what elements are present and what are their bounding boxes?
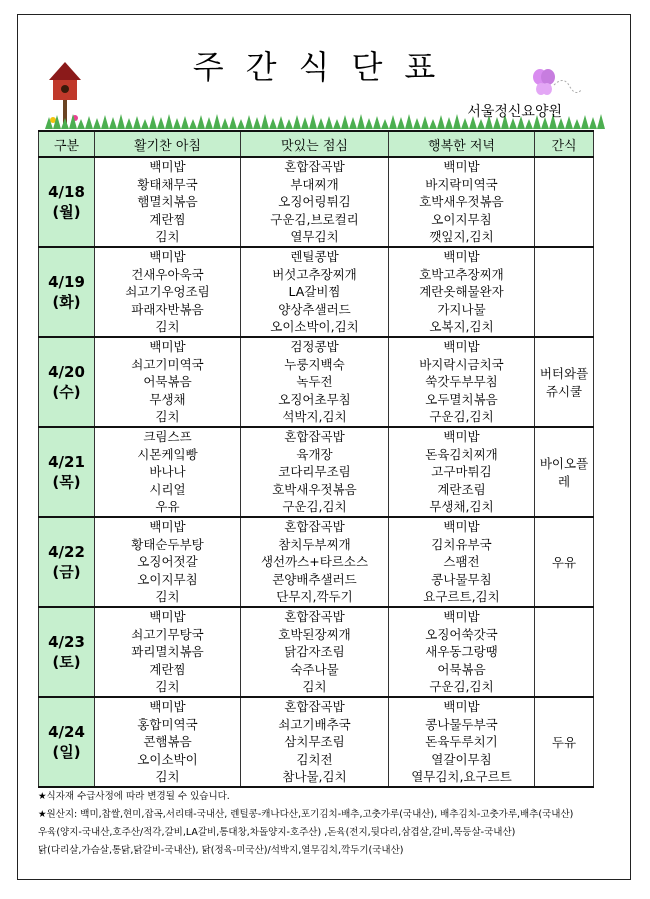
day-weekday: (화): [52, 293, 81, 311]
day-date: 4/20: [48, 363, 85, 381]
lunch-item: 참나물,김치: [282, 769, 347, 785]
breakfast-item: 쇠고기미역국: [131, 356, 204, 372]
institution-name: 서울정신요양원: [467, 104, 562, 120]
breakfast-item: 홍합미역국: [137, 716, 198, 732]
breakfast-item: 오징어젓갈: [137, 554, 198, 570]
breakfast-cell: [95, 337, 241, 427]
breakfast-item: 무생채: [149, 391, 186, 407]
dinner-item: 김치유부국: [431, 536, 492, 552]
dinner-item: 오복지,김치: [429, 319, 494, 335]
lunch-item: 쇠고기배추국: [278, 716, 351, 732]
dinner-cell: [389, 157, 535, 247]
breakfast-item: 김치: [155, 589, 180, 605]
column-header-category: 구분: [39, 131, 95, 157]
lunch-item: 김치: [302, 679, 327, 695]
snack-cell: 두유: [535, 697, 594, 787]
day-cell: [39, 607, 95, 697]
day-date: 4/19: [48, 273, 85, 291]
dinner-item: 쑥갓두부무침: [425, 374, 498, 390]
dinner-item: 열갈이무침: [431, 751, 492, 767]
dinner-cell: [389, 337, 535, 427]
day-weekday: (금): [52, 563, 81, 581]
dinner-item: 요구르트,김치: [423, 589, 500, 605]
dinner-item: 돈육김치찌개: [425, 446, 498, 462]
breakfast-cell: [95, 517, 241, 607]
weekly-menu-table: [38, 130, 594, 788]
dinner-item: 어묵볶음: [437, 661, 486, 677]
table-row: [39, 247, 594, 337]
breakfast-item: 어묵볶음: [143, 374, 192, 390]
note-line: 닭(다리살,가슴살,통닭,닭갈비-국내산), 닭(정육-미국산)/석박지,열무김치,깍두기(국내산): [38, 845, 404, 856]
breakfast-item: 쇠고기무탕국: [131, 626, 204, 642]
lunch-item: 단무지,깍두기: [276, 589, 353, 605]
dinner-item: 호박새우젓볶음: [419, 194, 504, 210]
dinner-item: 돈육두루치기: [425, 734, 498, 750]
day-weekday: (월): [52, 203, 81, 221]
lunch-cell: [241, 247, 389, 337]
lunch-item: 오이소박이,김치: [270, 319, 359, 335]
table-row: [39, 157, 594, 247]
breakfast-item: 계란찜: [149, 211, 186, 227]
breakfast-item: 크림스프: [143, 429, 192, 445]
note-line: ★원산지: 백미,찹쌀,현미,잡곡,서리태-국내산, 렌틸콩-캐나다산,포기김치-배추,고춧가루(국내산), 배추김치-고춧가루,배추(국내산): [38, 809, 574, 820]
breakfast-item: 파래자반볶음: [131, 301, 204, 317]
dinner-item: 오두멸치볶음: [425, 391, 498, 407]
day-weekday: (목): [52, 473, 81, 491]
dinner-item: 백미밥: [443, 519, 480, 535]
lunch-item: 혼합잡곡밥: [284, 699, 345, 715]
column-header-dinner: 행복한 저녁: [389, 131, 535, 157]
breakfast-item: 꽈리멸치볶음: [131, 644, 204, 660]
dinner-item: 백미밥: [443, 249, 480, 265]
lunch-item: 검정콩밥: [290, 339, 339, 355]
lunch-cell: [241, 697, 389, 787]
lunch-cell: [241, 607, 389, 697]
dinner-item: 계란옷해물완자: [419, 284, 504, 300]
day-date: 4/23: [48, 633, 85, 651]
day-cell: [39, 697, 95, 787]
dinner-item: 백미밥: [443, 699, 480, 715]
breakfast-cell: [95, 607, 241, 697]
breakfast-item: 쇠고기우엉조림: [125, 284, 210, 300]
dinner-item: 구운김,김치: [429, 679, 494, 695]
day-weekday: (토): [52, 653, 81, 671]
dinner-cell: [389, 517, 535, 607]
breakfast-item: 김치: [155, 769, 180, 785]
lunch-item: LA갈비찜: [288, 284, 341, 300]
notes-section: [38, 788, 593, 860]
breakfast-item: 백미밥: [149, 159, 186, 175]
breakfast-item: 김치: [155, 409, 180, 425]
dinner-item: 깻잎지,김치: [429, 229, 494, 245]
breakfast-item: 오이지무침: [137, 571, 198, 587]
menu-body: [39, 157, 594, 787]
breakfast-item: 건새우아욱국: [131, 266, 204, 282]
breakfast-item: 백미밥: [149, 609, 186, 625]
breakfast-item: 콘햄볶음: [143, 734, 192, 750]
table-header-row: [39, 131, 594, 157]
dinner-item: 무생채,김치: [429, 499, 494, 515]
snack-cell: 바이오플레: [535, 427, 594, 517]
breakfast-item: 황태채무국: [137, 176, 198, 192]
breakfast-item: 김치: [155, 229, 180, 245]
breakfast-item: 시몬케잌빵: [137, 446, 198, 462]
breakfast-item: 백미밥: [149, 699, 186, 715]
breakfast-item: 계란찜: [149, 661, 186, 677]
snack-cell: 우유: [535, 517, 594, 607]
dinner-item: 백미밥: [443, 159, 480, 175]
lunch-cell: [241, 337, 389, 427]
breakfast-item: 백미밥: [149, 339, 186, 355]
dinner-item: 호박고추장찌개: [419, 266, 504, 282]
breakfast-item: 백미밥: [149, 519, 186, 535]
dinner-item: 콩나물무침: [431, 571, 492, 587]
lunch-item: 혼합잡곡밥: [284, 159, 345, 175]
lunch-item: 혼합잡곡밥: [284, 609, 345, 625]
table-row: [39, 697, 594, 787]
lunch-cell: [241, 517, 389, 607]
day-cell: [39, 427, 95, 517]
lunch-cell: [241, 427, 389, 517]
breakfast-item: 오이소박이: [137, 751, 198, 767]
dinner-item: 바지락시금치국: [419, 356, 504, 372]
breakfast-item: 김치: [155, 319, 180, 335]
dinner-item: 오이지무침: [431, 211, 492, 227]
day-date: 4/21: [48, 453, 85, 471]
breakfast-item: 우유: [155, 499, 180, 515]
note-line: ★식자재 수급사정에 따라 변경될 수 있습니다.: [38, 791, 230, 802]
lunch-cell: [241, 157, 389, 247]
lunch-item: 누룽지백숙: [284, 356, 345, 372]
lunch-item: 녹두전: [296, 374, 333, 390]
dinner-cell: [389, 697, 535, 787]
table-row: [39, 517, 594, 607]
lunch-item: 구운김,브로컬리: [270, 211, 359, 227]
dinner-item: 가지나물: [437, 301, 486, 317]
snack-cell: [535, 247, 594, 337]
note-line: 우육(양지-국내산,호주산/적각,갈비,LA갈비,통대창,차돌양지-호주산) ,돈육(전지,뒷다리,삼겹살,갈비,목등살-국내산): [38, 827, 516, 838]
breakfast-item: 햄멸치볶음: [137, 194, 198, 210]
dinner-item: 백미밥: [443, 609, 480, 625]
day-cell: [39, 157, 95, 247]
column-header-snack: 간식: [535, 131, 594, 157]
dinner-item: 백미밥: [443, 339, 480, 355]
breakfast-item: 바나나: [149, 464, 186, 480]
lunch-item: 닭감자조림: [284, 644, 345, 660]
snack-cell: 버터와플 쥬시쿨: [535, 337, 594, 427]
table-row: [39, 337, 594, 427]
lunch-item: 오징어초무침: [278, 391, 351, 407]
dinner-cell: [389, 427, 535, 517]
lunch-item: 양상추샐러드: [278, 301, 351, 317]
dinner-cell: [389, 247, 535, 337]
dinner-item: 새우동그랑땡: [425, 644, 498, 660]
lunch-item: 혼합잡곡밥: [284, 429, 345, 445]
lunch-item: 오징어링튀김: [278, 194, 351, 210]
dinner-item: 백미밥: [443, 429, 480, 445]
breakfast-cell: [95, 697, 241, 787]
lunch-item: 삼치무조림: [284, 734, 345, 750]
page-title: 주간식단표: [192, 48, 458, 86]
breakfast-item: 시리얼: [149, 481, 186, 497]
breakfast-item: 김치: [155, 679, 180, 695]
lunch-item: 육개장: [296, 446, 333, 462]
dinner-item: 계란조림: [437, 481, 486, 497]
dinner-item: 오징어쑥갓국: [425, 626, 498, 642]
day-date: 4/24: [48, 723, 85, 741]
day-cell: [39, 337, 95, 427]
lunch-item: 호박된장찌개: [278, 626, 351, 642]
breakfast-cell: [95, 157, 241, 247]
column-header-lunch: 맛있는 점심: [241, 131, 389, 157]
breakfast-item: 황태순두부탕: [131, 536, 204, 552]
dinner-item: 고구마튀김: [431, 464, 492, 480]
lunch-item: 콘양배추샐러드: [272, 571, 357, 587]
day-weekday: (수): [52, 383, 81, 401]
day-date: 4/22: [48, 543, 85, 561]
day-cell: [39, 517, 95, 607]
snack-cell: [535, 157, 594, 247]
dinner-item: 바지락미역국: [425, 176, 498, 192]
lunch-item: 열무김치: [290, 229, 339, 245]
dinner-cell: [389, 607, 535, 697]
breakfast-item: 백미밥: [149, 249, 186, 265]
table-row: [39, 427, 594, 517]
day-date: 4/18: [48, 183, 85, 201]
lunch-item: 김치전: [296, 751, 333, 767]
dinner-item: 스팸전: [443, 554, 480, 570]
dinner-item: 열무김치,요구르트: [411, 769, 512, 785]
breakfast-cell: [95, 427, 241, 517]
lunch-item: 석박지,김치: [282, 409, 347, 425]
column-header-breakfast: 활기찬 아침: [95, 131, 241, 157]
dinner-item: 구운김,김치: [429, 409, 494, 425]
lunch-item: 부대찌개: [290, 176, 339, 192]
lunch-item: 생선까스+타르소스: [260, 554, 369, 570]
breakfast-cell: [95, 247, 241, 337]
lunch-item: 호박새우젓볶음: [272, 481, 357, 497]
day-cell: [39, 247, 95, 337]
table-row: [39, 607, 594, 697]
snack-cell: [535, 607, 594, 697]
lunch-item: 렌틸콩밥: [290, 249, 339, 265]
lunch-item: 코다리무조림: [278, 464, 351, 480]
lunch-item: 혼합잡곡밥: [284, 519, 345, 535]
day-weekday: (일): [52, 743, 81, 761]
lunch-item: 구운김,김치: [282, 499, 347, 515]
lunch-item: 참치두부찌개: [278, 536, 351, 552]
lunch-item: 버섯고추장찌개: [272, 266, 357, 282]
dinner-item: 콩나물두부국: [425, 716, 498, 732]
lunch-item: 숙주나물: [290, 661, 339, 677]
